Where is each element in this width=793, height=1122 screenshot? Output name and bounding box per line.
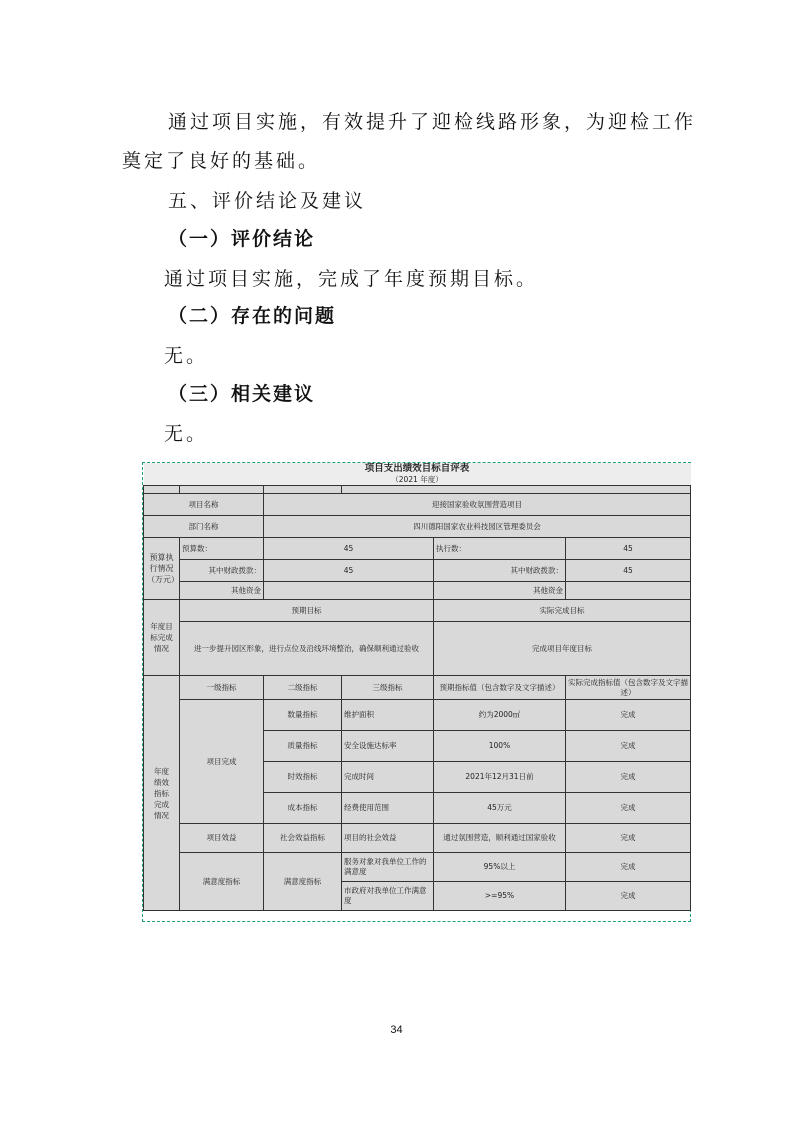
expected-goal: 进一步提升园区形象，进行点位及沿线环境整治，确保顺利通过验收 <box>180 622 434 676</box>
row-l2: 时效指标 <box>264 762 342 793</box>
row-actual: 完成 <box>566 700 691 731</box>
row-l2: 数量指标 <box>264 700 342 731</box>
satisfaction-actual: 完成 <box>566 853 691 882</box>
other-label: 其他资金 <box>180 582 264 600</box>
benefit-actual: 完成 <box>566 824 691 853</box>
exec-label: 执行数： <box>434 538 566 560</box>
benefit-l2: 社会效益指标 <box>264 824 342 853</box>
sub2-text: 无。 <box>164 345 209 367</box>
col-level1: 一级指标 <box>180 676 264 700</box>
page-number: 34 <box>390 1024 403 1036</box>
project-name: 迎接国家验收氛围营造项目 <box>264 494 691 516</box>
dept-name: 四川德阳国家农业科技园区管理委员会 <box>264 516 691 538</box>
row-l2: 成本指标 <box>264 793 342 824</box>
performance-table <box>143 463 691 911</box>
col-level3: 三级指标 <box>342 676 434 700</box>
benefit-l3: 项目的社会效益 <box>342 824 434 853</box>
para1-line1: 通过项目实施，有效提升了迎检线路形象，为迎检工作 <box>168 111 697 133</box>
col-level2: 二级指标 <box>264 676 342 700</box>
fiscal-budget: 45 <box>264 560 434 582</box>
table-title: 项目支出绩效目标自评表 <box>144 463 691 475</box>
row-expected: 约为2000㎡ <box>434 700 566 731</box>
row-actual: 完成 <box>566 762 691 793</box>
actual-goal-header: 实际完成目标 <box>434 600 691 622</box>
satisfaction-l3: 服务对象对我单位工作的满意度 <box>342 853 434 882</box>
sub1-text: 通过项目实施，完成了年度预期目标。 <box>164 268 539 290</box>
satisfaction-expected: 95%以上 <box>434 853 566 882</box>
dept-label: 部门名称 <box>144 516 264 538</box>
row-l3: 经费使用范围 <box>342 793 434 824</box>
fiscal-label: 其中财政拨款： <box>180 560 264 582</box>
fiscal-exec-label: 其中财政拨款： <box>434 560 566 582</box>
sub3-text: 无。 <box>164 423 209 445</box>
sub3-heading: （三）相关建议 <box>168 383 316 405</box>
sub1-heading: （一）评价结论 <box>168 228 316 250</box>
satisfaction-l2: 满意度指标 <box>264 853 342 911</box>
benefit-label: 项目效益 <box>180 824 264 853</box>
row-l3: 安全设施达标率 <box>342 731 434 762</box>
col-expected: 预期指标值（包含数字及文字描述） <box>434 676 566 700</box>
satisfaction-actual: 完成 <box>566 882 691 911</box>
sub2-heading: （二）存在的问题 <box>168 305 337 327</box>
row-expected: 45万元 <box>434 793 566 824</box>
output-label: 项目完成 <box>180 700 264 824</box>
table-row <box>144 824 691 853</box>
project-name-label: 项目名称 <box>144 494 264 516</box>
row-expected: 100% <box>434 731 566 762</box>
row-expected: 2021年12月31日前 <box>434 762 566 793</box>
row-l2: 质量指标 <box>264 731 342 762</box>
satisfaction-label: 满意度指标 <box>180 853 264 911</box>
actual-goal: 完成项目年度目标 <box>434 622 691 676</box>
table-row <box>144 853 691 882</box>
para1-line2: 奠定了良好的基础。 <box>122 150 321 172</box>
benefit-expected: 通过氛围营造，顺利通过国家验收 <box>434 824 566 853</box>
table-row <box>144 700 691 731</box>
expected-goal-header: 预期目标 <box>180 600 434 622</box>
section5-heading: 五、评价结论及建议 <box>168 190 367 212</box>
budget-label: 预算执行情况（万元） <box>144 538 180 600</box>
budget-amount-label: 预算数： <box>180 538 264 560</box>
row-l3: 维护面积 <box>342 700 434 731</box>
perf-label: 年度绩效指标完成情况 <box>144 676 180 911</box>
row-l3: 完成时间 <box>342 762 434 793</box>
exec-amount: 45 <box>566 538 691 560</box>
col-actual: 实际完成指标值（包含数字及文字描述） <box>566 676 691 700</box>
satisfaction-l3: 市政府对我单位工作满意度 <box>342 882 434 911</box>
performance-table-frame <box>142 462 691 922</box>
satisfaction-expected: >=95% <box>434 882 566 911</box>
annual-goal-label: 年度目标完成情况 <box>144 600 180 676</box>
table-year: （2021 年度） <box>144 475 691 486</box>
fiscal-exec: 45 <box>566 560 691 582</box>
row-actual: 完成 <box>566 793 691 824</box>
budget-amount: 45 <box>264 538 434 560</box>
row-actual: 完成 <box>566 731 691 762</box>
other-exec-label: 其他资金 <box>434 582 566 600</box>
